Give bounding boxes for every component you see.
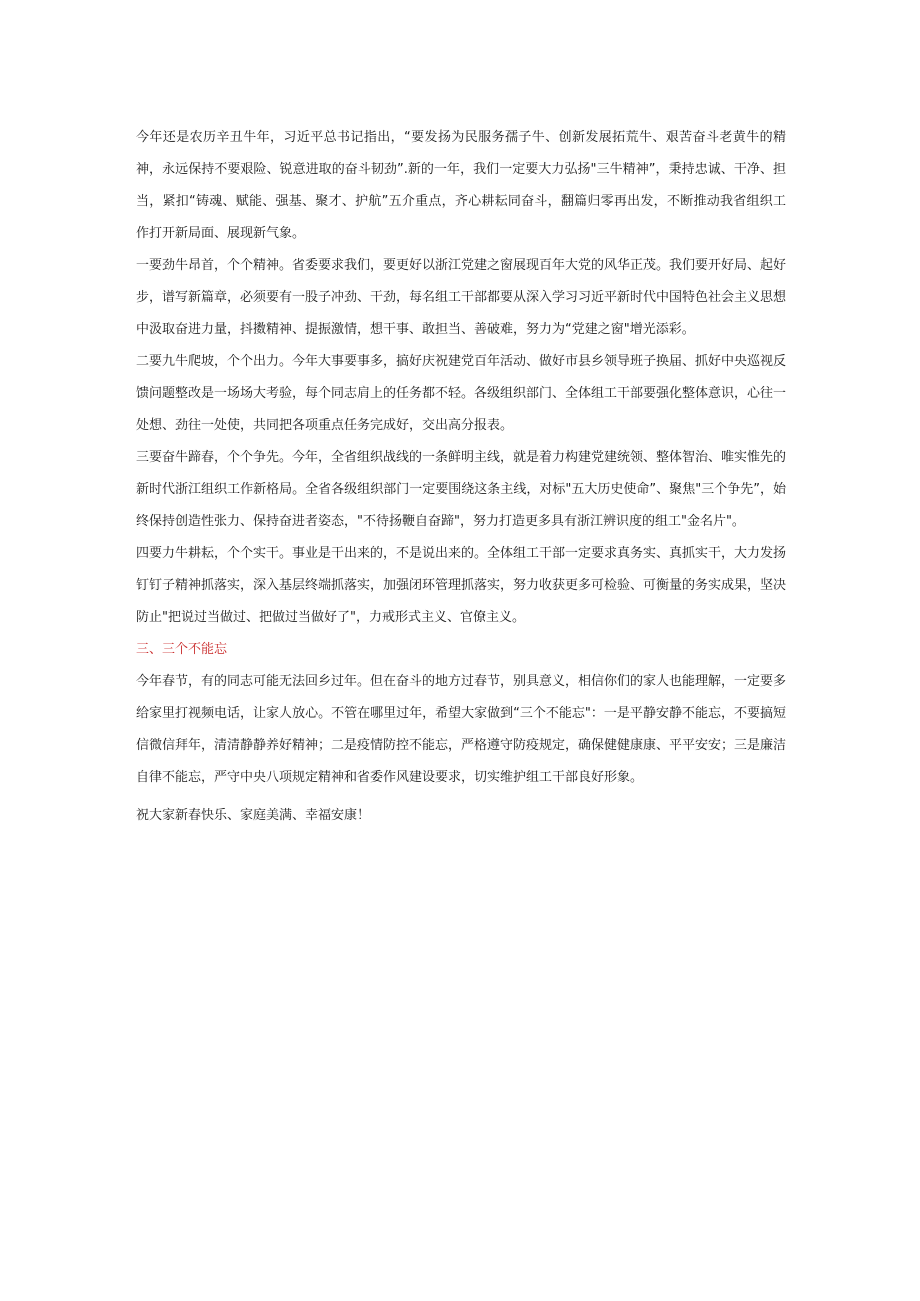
paragraph-spring-festival: 今年春节，有的同志可能无法回乡过年。但在奋斗的地方过春节，别具意义，相信你们的家人也能理解，一定要多给家里打视频电话，让家人放心。不管在哪里过年，希望大家做到“三个不能忘"：一是平静安静不能忘，不要搞短信微信拜年，清清静静养好精神；二是疫情防控不能忘，严格遵守防疫规定，确保健健康康、平平安安；三是廉洁自律不能忘，严守中央八项规定精神和省委作风建设要求，切实维护组工干部良好形象。: [136, 674, 787, 785]
paragraph-point-two: 二要九牛爬坡，个个出力。今年大事要事多，搞好庆祝建党百年活动、做好市县乡领导班子换届、抓好中央巡视反馈问题整改是一场场大考验，每个同志肩上的任务都不轻。各级组织部门、全体组工干部要强化整体意识，心往一处想、劲往一处使，共同把各项重点任务完成好，交出高分报表。: [136, 354, 787, 433]
closing-greeting: 祝大家新春快乐、家庭美满、幸福安康！: [136, 808, 371, 823]
paragraph-intro: 今年还是农历辛丑牛年，习近平总书记指出，“要发扬为民服务孺子牛、创新发展拓荒牛、艰苦奋斗老黄牛的精神，永远保持不要艰险、锐意进取的奋斗韧劲”.新的一年，我们一定要大力弘扬"三牛精神”，秉持忠诚、干净、担当，紧扣“铸魂、赋能、强基、聚才、护航”五介重点，齐心耕耘同奋斗，翻篇归零再出发，不断推动我省组织工作打开新局面、展现新气象。: [136, 130, 786, 241]
document-body: [136, 122, 786, 832]
paragraph-point-one: 一要劲牛昂首，个个精神。省委要求我们，要更好以浙江党建之窗展现百年大党的风华正茂。我们要开好局、起好步，谱写新篇章，必须要有一股子冲劲、干劲，每名组工干部都要从深入学习习近平新时代中国特色社会主义思想中汲取奋进力量，抖擞精神、提振激情，想干事、敢担当、善破难，努力为“党建之窗"增光添彩。: [136, 258, 787, 337]
paragraph-point-four: 四要力牛耕耘，个个实干。事业是干出来的，不是说出来的。全体组工干部一定要求真务实、真抓实干，大力发扬钉钉子精神抓落实，深入基层终端抓落实，加强闭环管理抓落实，努力收获更多可检验、可衡量的务实成果，坚决防止"把说过当做过、把做过当做好了"，力戒形式主义、官僚主义。: [136, 546, 787, 625]
section-heading: 三、三个不能忘: [136, 642, 228, 657]
paragraph-point-three: 三要奋牛蹄春，个个争先。今年，全省组织战线的一条鲜明主线，就是着力构建党建统领、整体智治、唯实惟先的新时代浙江组织工作新格局。全省各级组织部门一定要围绕这条主线，对标"五大历史使命”、聚焦"三个争先”，始终保持创造性张力、保持奋进者姿态，"不待扬鞭自奋蹄"，努力打造更多具有浙江辨识度的组工"金名片"。: [136, 450, 787, 529]
